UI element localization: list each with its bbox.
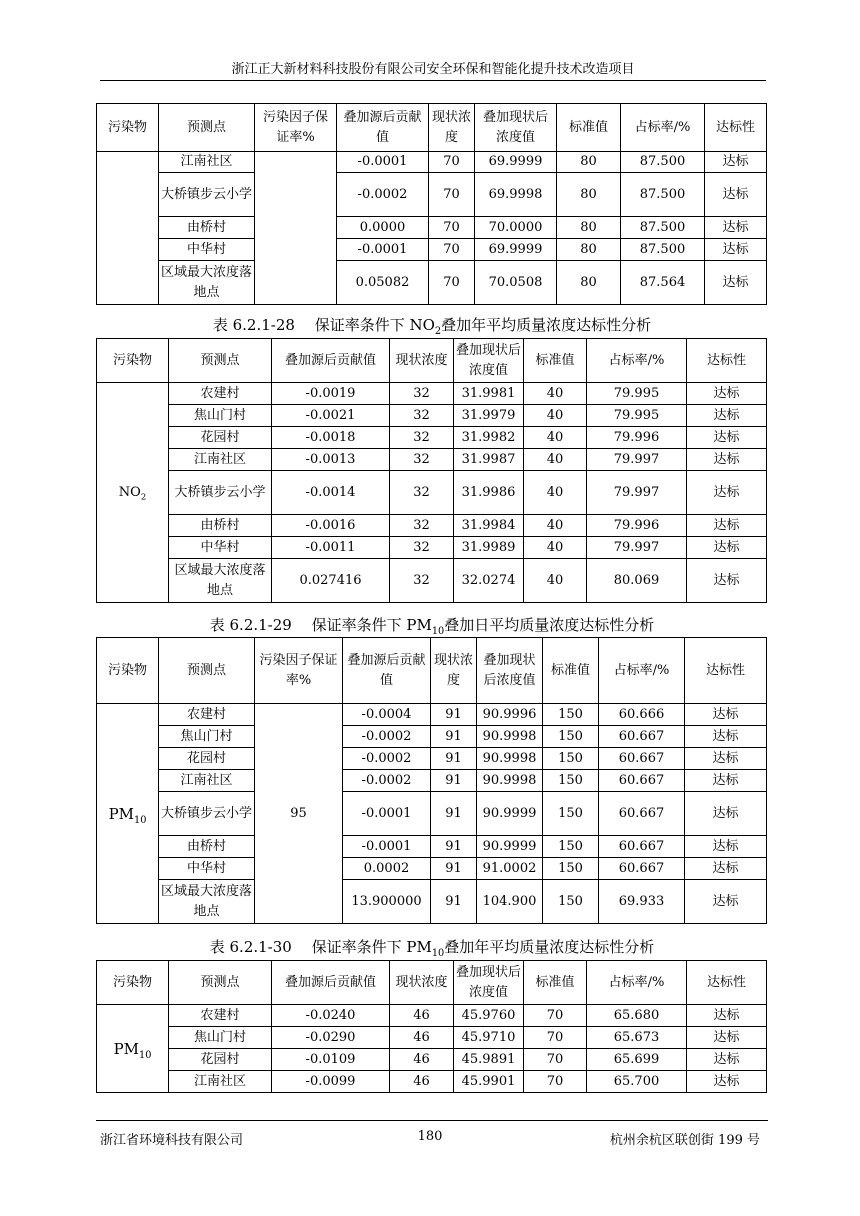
table-cell: 60.666: [599, 704, 685, 726]
table-cell: 69.9999: [475, 152, 557, 173]
table-cell: -0.0240: [272, 1005, 390, 1027]
table-cell: 农建村: [169, 383, 272, 405]
table-cell: 达标: [687, 449, 767, 471]
table-cell: 农建村: [159, 704, 255, 726]
table-cell: 中华村: [169, 537, 272, 559]
table-row: [97, 239, 767, 261]
table-cell: 46: [390, 1005, 454, 1027]
pollutant-cell: [97, 704, 159, 924]
table-cell: 40: [524, 537, 587, 559]
caption-text: 表 6.2.1-30 保证率条件下 PM: [209, 938, 432, 956]
table-cell: 60.667: [599, 770, 685, 792]
table-cell: 91: [431, 704, 477, 726]
table-cell: -0.0011: [272, 537, 390, 559]
caption-subscript: 10: [431, 948, 445, 959]
caption-subscript: 10: [431, 626, 445, 637]
table-cell: 79.997: [587, 449, 687, 471]
table-cell: 91: [431, 792, 477, 836]
table-row: [97, 770, 767, 792]
table-cell: 60.667: [599, 726, 685, 748]
table-cell: 65.673: [587, 1027, 687, 1049]
table-cell: 90.9998: [477, 748, 543, 770]
table-caption-30: [96, 936, 768, 957]
table-30: [96, 960, 767, 1093]
table-row: [97, 427, 767, 449]
table-cell: 87.500: [621, 217, 705, 239]
table-continued: [96, 103, 767, 305]
table-cell: 31.9981: [454, 383, 524, 405]
table-cell: 由桥村: [159, 217, 255, 239]
table-header-row: [97, 961, 767, 1005]
table-cell: 70: [429, 217, 475, 239]
table-row: [97, 217, 767, 239]
table-cell: 70: [429, 261, 475, 305]
table-row: [97, 704, 767, 726]
table-cell: 40: [524, 383, 587, 405]
table-cell: 达标: [685, 792, 767, 836]
table-cell: 70: [524, 1027, 587, 1049]
header-cell: 叠加源后贡献值: [272, 961, 390, 1005]
table-cell: 达标: [685, 748, 767, 770]
header-cell: 达标性: [687, 339, 767, 383]
table-cell: 40: [524, 427, 587, 449]
table-cell: 32: [390, 427, 454, 449]
table-cell: -0.0018: [272, 427, 390, 449]
table-cell: 花园村: [159, 748, 255, 770]
table-cell: -0.0290: [272, 1027, 390, 1049]
table-cell: -0.0016: [272, 515, 390, 537]
page-header: 浙江正大新材料科技股份有限公司安全环保和智能化提升技术改造项目: [231, 62, 635, 77]
table-cell: 花园村: [169, 427, 272, 449]
table-row: [97, 261, 767, 305]
table-cell: 达标: [685, 770, 767, 792]
table-cell: 达标: [687, 405, 767, 427]
table-cell: 31.9984: [454, 515, 524, 537]
header-cell: 现状浓度: [390, 961, 454, 1005]
table-cell: 达标: [687, 537, 767, 559]
table-cell: 农建村: [169, 1005, 272, 1027]
table-cell: 焦山门村: [169, 1027, 272, 1049]
table-cell: 45.9760: [454, 1005, 524, 1027]
table-cell: 0.0002: [343, 858, 431, 880]
table-caption-29: [96, 614, 768, 635]
footer-company: 浙江省环境科技有限公司: [100, 1133, 244, 1148]
table-cell: 0.0000: [337, 217, 429, 239]
table-cell: 69.9998: [475, 173, 557, 217]
guarantee-cell: [255, 152, 337, 305]
table-cell: 31.9986: [454, 471, 524, 515]
table-cell: 46: [390, 1071, 454, 1093]
table-cell: -0.0001: [337, 239, 429, 261]
table-cell: 40: [524, 515, 587, 537]
table-row: [97, 1071, 767, 1093]
header-cell: 标准值: [543, 638, 599, 704]
table-cell: 60.667: [599, 792, 685, 836]
table-cell: 32: [390, 559, 454, 603]
table-cell: 90.9999: [477, 836, 543, 858]
table-row: [97, 726, 767, 748]
table-cell: 150: [543, 748, 599, 770]
header-cell: 预测点: [169, 961, 272, 1005]
header-cell: 占标率/%: [621, 104, 705, 152]
table-cell: 40: [524, 405, 587, 427]
table-header-row: [97, 104, 767, 152]
table-row: [97, 515, 767, 537]
table-cell: -0.0001: [343, 836, 431, 858]
table-cell: 45.9891: [454, 1049, 524, 1071]
table-cell: 江南社区: [159, 152, 255, 173]
header-cell: 现状浓度: [431, 638, 477, 704]
header-cell: 占标率/%: [599, 638, 685, 704]
caption-text: 表 6.2.1-29 保证率条件下 PM: [209, 616, 432, 634]
table-cell: 区域最大浓度落地点: [159, 880, 255, 924]
table-cell: -0.0014: [272, 471, 390, 515]
table-cell: 90.9998: [477, 770, 543, 792]
table-cell: 79.996: [587, 515, 687, 537]
header-cell: 叠加源后贡献值: [337, 104, 429, 152]
table-cell: 91: [431, 858, 477, 880]
table-cell: 150: [543, 858, 599, 880]
table-cell: 87.500: [621, 239, 705, 261]
table-cell: 达标: [687, 1005, 767, 1027]
header-cell: 占标率/%: [587, 339, 687, 383]
header-cell: 叠加现状后浓度值: [475, 104, 557, 152]
table-cell: 46: [390, 1049, 454, 1071]
pollutant-cell: [97, 383, 169, 603]
caption-text: 叠加年平均质量浓度达标性分析: [441, 316, 652, 334]
table-cell: 达标: [705, 239, 767, 261]
table-cell: 91: [431, 770, 477, 792]
table-row: [97, 836, 767, 858]
table-cell: -0.0021: [272, 405, 390, 427]
header-cell: 叠加源后贡献值: [272, 339, 390, 383]
header-cell: 预测点: [159, 638, 255, 704]
caption-text: 叠加年平均质量浓度达标性分析: [444, 938, 655, 956]
table-cell: -0.0002: [343, 726, 431, 748]
table-cell: 150: [543, 704, 599, 726]
table-cell: 70: [429, 173, 475, 217]
table-cell: -0.0019: [272, 383, 390, 405]
table-row: [97, 792, 767, 836]
table-cell: 60.667: [599, 748, 685, 770]
table-cell: 80.069: [587, 559, 687, 603]
table-row: [97, 449, 767, 471]
header-cell: 占标率/%: [587, 961, 687, 1005]
table-cell: 90.9999: [477, 792, 543, 836]
footer-rule: [96, 1120, 768, 1121]
pollutant-subscript: 10: [139, 1049, 152, 1061]
table-cell: 31.9982: [454, 427, 524, 449]
table-cell: 65.680: [587, 1005, 687, 1027]
table-cell: -0.0099: [272, 1071, 390, 1093]
table-cell: -0.0001: [337, 152, 429, 173]
table-cell: 由桥村: [159, 836, 255, 858]
table-28: [96, 338, 767, 603]
table-caption-28: [96, 314, 768, 335]
table-cell: 焦山门村: [159, 726, 255, 748]
table-cell: 0.05082: [337, 261, 429, 305]
table-cell: 达标: [687, 1049, 767, 1071]
pollutant-name: PM: [113, 1039, 140, 1058]
table-cell: 花园村: [169, 1049, 272, 1071]
table-cell: 32: [390, 537, 454, 559]
table-cell: -0.0002: [337, 173, 429, 217]
header-cell: 污染物: [97, 339, 169, 383]
header-cell: 预测点: [169, 339, 272, 383]
table-cell: 达标: [687, 1027, 767, 1049]
pollutant-cell: [97, 1005, 169, 1093]
table-row: [97, 383, 767, 405]
table-cell: 达标: [685, 836, 767, 858]
table-cell: 80: [557, 152, 621, 173]
header-cell: 污染因子保证率%: [255, 638, 343, 704]
header-cell: 达标性: [687, 961, 767, 1005]
table-cell: -0.0013: [272, 449, 390, 471]
table-cell: -0.0001: [343, 792, 431, 836]
header-cell: 污染物: [97, 104, 159, 152]
table-cell: 达标: [687, 427, 767, 449]
table-cell: 104.900: [477, 880, 543, 924]
table-cell: 70: [429, 239, 475, 261]
table-row: [97, 537, 767, 559]
table-cell: 79.995: [587, 383, 687, 405]
header-cell: 污染物: [97, 638, 159, 704]
pollutant-name: PM: [108, 804, 135, 823]
table-cell: 中华村: [159, 239, 255, 261]
table-cell: 达标: [687, 1071, 767, 1093]
guarantee-cell: 95: [255, 704, 343, 924]
table-cell: 65.699: [587, 1049, 687, 1071]
header-cell: 达标性: [705, 104, 767, 152]
table-cell: 由桥村: [169, 515, 272, 537]
table-row: [97, 880, 767, 924]
table-cell: 中华村: [159, 858, 255, 880]
table-cell: 70: [524, 1049, 587, 1071]
table-cell: 40: [524, 471, 587, 515]
table-cell: 91: [431, 726, 477, 748]
table-29: [96, 637, 767, 924]
table-cell: 60.667: [599, 858, 685, 880]
table-row: [97, 1049, 767, 1071]
caption-text: 叠加日平均质量浓度达标性分析: [444, 616, 655, 634]
table-cell: 32: [390, 449, 454, 471]
table-cell: 13.900000: [343, 880, 431, 924]
table-row: [97, 1027, 767, 1049]
table-cell: 45.9901: [454, 1071, 524, 1093]
table-cell: 32.0274: [454, 559, 524, 603]
pollutant-subscript: 10: [134, 814, 147, 826]
table-cell: 达标: [705, 173, 767, 217]
header-cell: 达标性: [685, 638, 767, 704]
table-row: [97, 152, 767, 173]
page-number: 180: [417, 1129, 443, 1144]
table-cell: 150: [543, 880, 599, 924]
table-cell: 0.027416: [272, 559, 390, 603]
table-cell: 150: [543, 770, 599, 792]
table-cell: 31.9979: [454, 405, 524, 427]
table-cell: 焦山门村: [169, 405, 272, 427]
header-cell: 叠加现状后浓度值: [454, 339, 524, 383]
table-cell: 达标: [705, 217, 767, 239]
table-cell: 150: [543, 792, 599, 836]
table-cell: 40: [524, 449, 587, 471]
table-cell: 69.933: [599, 880, 685, 924]
table-cell: 达标: [685, 726, 767, 748]
table-cell: 32: [390, 383, 454, 405]
table-cell: 79.997: [587, 537, 687, 559]
header-rule: [100, 80, 766, 81]
table-cell: 江南社区: [159, 770, 255, 792]
header-cell: 叠加源后贡献值: [343, 638, 431, 704]
table-cell: -0.0002: [343, 748, 431, 770]
table-cell: 79.996: [587, 427, 687, 449]
table-cell: 80: [557, 239, 621, 261]
pollutant-cell: [97, 152, 159, 305]
table-cell: 70: [524, 1071, 587, 1093]
table-cell: 区域最大浓度落地点: [169, 559, 272, 603]
header-cell: 污染物: [97, 961, 169, 1005]
header-cell: 标准值: [524, 961, 587, 1005]
header-cell: 现状浓度: [429, 104, 475, 152]
caption-subscript: 2: [434, 326, 442, 337]
table-cell: 江南社区: [169, 1071, 272, 1093]
table-row: [97, 173, 767, 217]
table-cell: 达标: [685, 704, 767, 726]
table-cell: 40: [524, 559, 587, 603]
header-cell: 叠加现状后浓度值: [477, 638, 543, 704]
table-cell: 91: [431, 880, 477, 924]
table-cell: -0.0004: [343, 704, 431, 726]
table-cell: 32: [390, 471, 454, 515]
table-cell: 32: [390, 515, 454, 537]
table-cell: 90.9996: [477, 704, 543, 726]
table-cell: 46: [390, 1027, 454, 1049]
table-cell: 32: [390, 405, 454, 427]
table-cell: 达标: [685, 858, 767, 880]
pollutant-subscript: 2: [140, 491, 147, 502]
table-cell: 70: [429, 152, 475, 173]
table-cell: 达标: [685, 880, 767, 924]
table-cell: 达标: [687, 383, 767, 405]
table-cell: 87.564: [621, 261, 705, 305]
caption-text: 表 6.2.1-28 保证率条件下 NO: [212, 316, 435, 334]
table-header-row: [97, 339, 767, 383]
table-cell: 大桥镇步云小学: [169, 471, 272, 515]
table-cell: 大桥镇步云小学: [159, 173, 255, 217]
table-row: [97, 405, 767, 427]
table-cell: 87.500: [621, 152, 705, 173]
table-row: [97, 471, 767, 515]
table-cell: 大桥镇步云小学: [159, 792, 255, 836]
table-cell: 79.997: [587, 471, 687, 515]
table-cell: 70: [524, 1005, 587, 1027]
table-cell: 70.0508: [475, 261, 557, 305]
table-header-row: [97, 638, 767, 704]
table-row: [97, 748, 767, 770]
table-cell: 80: [557, 261, 621, 305]
pollutant-name: NO: [118, 484, 141, 500]
table-cell: 区域最大浓度落地点: [159, 261, 255, 305]
header-cell: 叠加现状后浓度值: [454, 961, 524, 1005]
table-cell: 达标: [687, 515, 767, 537]
table-row: [97, 559, 767, 603]
table-cell: 45.9710: [454, 1027, 524, 1049]
table-cell: 江南社区: [169, 449, 272, 471]
table-cell: 79.995: [587, 405, 687, 427]
table-cell: 达标: [687, 559, 767, 603]
footer-address: 杭州余杭区联创街 199 号: [609, 1133, 760, 1148]
table-cell: 达标: [705, 152, 767, 173]
header-cell: 标准值: [524, 339, 587, 383]
table-cell: 87.500: [621, 173, 705, 217]
header-cell: 现状浓度: [390, 339, 454, 383]
table-row: [97, 1005, 767, 1027]
table-cell: 80: [557, 217, 621, 239]
table-row: [97, 858, 767, 880]
table-cell: 31.9989: [454, 537, 524, 559]
table-cell: 31.9987: [454, 449, 524, 471]
table-cell: -0.0002: [343, 770, 431, 792]
table-cell: 65.700: [587, 1071, 687, 1093]
table-cell: 70.0000: [475, 217, 557, 239]
table-cell: 达标: [687, 471, 767, 515]
table-cell: 91.0002: [477, 858, 543, 880]
table-cell: -0.0109: [272, 1049, 390, 1071]
table-cell: 80: [557, 173, 621, 217]
table-cell: 60.667: [599, 836, 685, 858]
table-cell: 150: [543, 726, 599, 748]
table-cell: 69.9999: [475, 239, 557, 261]
table-cell: 91: [431, 748, 477, 770]
header-cell: 预测点: [159, 104, 255, 152]
table-cell: 91: [431, 836, 477, 858]
header-cell: 标准值: [557, 104, 621, 152]
table-cell: 90.9998: [477, 726, 543, 748]
table-cell: 150: [543, 836, 599, 858]
header-cell: 污染因子保证率%: [255, 104, 337, 152]
table-cell: 达标: [705, 261, 767, 305]
